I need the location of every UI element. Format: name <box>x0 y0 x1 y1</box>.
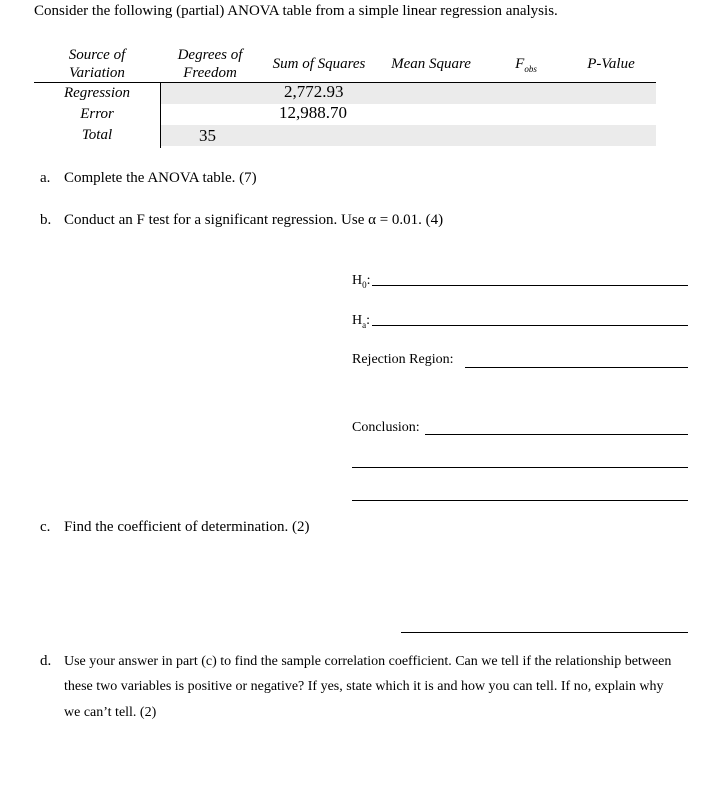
conclusion-line-2[interactable] <box>352 467 688 468</box>
header-source-line2: Variation <box>69 65 125 81</box>
header-fobs-sub: obs <box>524 64 537 74</box>
question-a-letter: a. <box>40 170 51 186</box>
row-label-regression: Regression <box>63 85 131 101</box>
rejection-region-line[interactable] <box>465 367 688 368</box>
header-df <box>162 46 258 82</box>
ss-error: 12,988.70 <box>279 103 347 122</box>
header-fobs <box>496 55 556 78</box>
question-c-text: Find the coefficient of determination. (2) <box>64 519 310 535</box>
header-pvalue: P-Value <box>587 56 635 72</box>
question-d-line1: Use your answer in part (c) to find the sample correlation coefficient. Can we tell if the relationship between <box>64 654 672 669</box>
header-ss: Sum of Squares <box>272 56 366 72</box>
ss-regression: 2,772.93 <box>284 82 344 101</box>
question-d-letter: d. <box>40 653 52 669</box>
ha-label-main: H <box>352 313 363 328</box>
question-b-letter: b. <box>40 212 52 228</box>
row-label-total: Total <box>81 127 113 143</box>
h0-label-main: H <box>352 273 363 288</box>
question-d-line3: we can’t tell. (2) <box>64 705 157 720</box>
ha-answer-line[interactable] <box>372 325 688 326</box>
rejection-region-label: Rejection Region: <box>352 352 454 367</box>
h0-label: $H_0$: <box>352 273 371 290</box>
df-total: 35 <box>199 126 216 145</box>
row-shade-total <box>161 125 656 146</box>
h0-label-sub: 0 <box>362 279 367 290</box>
anova-table <box>34 44 656 148</box>
row-label-error: Error <box>80 106 114 122</box>
ha-label: $H_a$: <box>352 313 371 330</box>
header-ms: Mean Square <box>391 56 471 72</box>
conclusion-line-1[interactable] <box>425 434 688 435</box>
header-df-line1: Degrees of <box>177 47 243 63</box>
conclusion-label: Conclusion: <box>352 420 420 435</box>
header-fobs-main: F <box>515 56 525 72</box>
question-c-letter: c. <box>40 519 51 535</box>
h0-answer-line[interactable] <box>372 285 688 286</box>
ha-label-sub: a <box>362 319 367 330</box>
header-source-line1: Source of <box>68 47 126 63</box>
header-source <box>34 46 160 82</box>
intro-text: Consider the following (partial) ANOVA table from a simple linear regression analysis. <box>34 3 558 19</box>
header-df-line2: Freedom <box>183 65 237 81</box>
question-c-answer-line[interactable] <box>401 632 688 633</box>
conclusion-line-3[interactable] <box>352 500 688 501</box>
question-d-line2: these two variables is positive or negative? If yes, state which it is and how you can tell. If no, explain why <box>64 679 664 694</box>
row-shade-regression <box>161 83 656 104</box>
question-b-text: Conduct an F test for a significant regression. Use α = 0.01. (4) <box>64 212 444 228</box>
question-a-text: Complete the ANOVA table. (7) <box>64 170 257 186</box>
